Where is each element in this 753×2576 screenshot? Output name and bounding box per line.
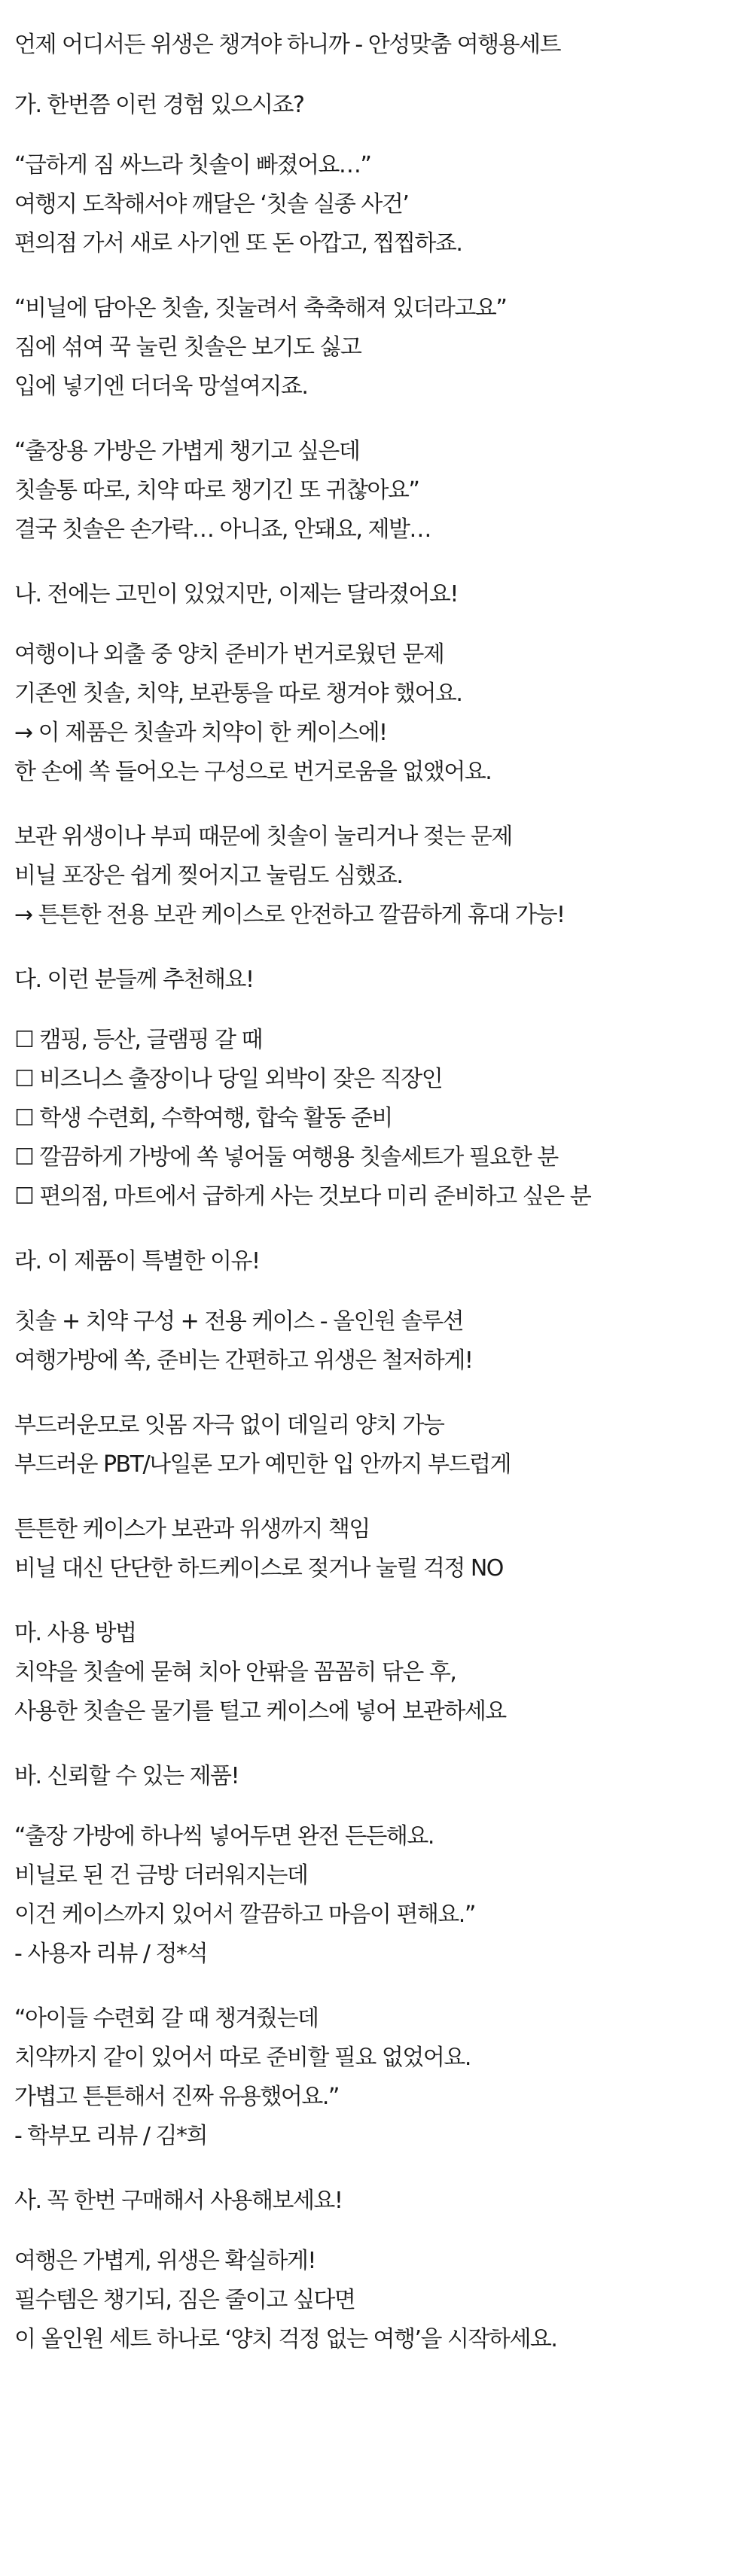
section-na-heading: 나. 전에는 고민이 있었지만, 이제는 달라졌어요! <box>14 581 458 607</box>
text-line: 기존엔 칫솔, 치약, 보관통을 따로 챙겨야 했어요. <box>14 681 462 707</box>
review-text: “출장 가방에 하나씩 넣어두면 완전 든든해요. <box>14 1823 434 1850</box>
review-text: “아이들 수련회 갈 때 챙겨줬는데 <box>14 2005 319 2032</box>
section-ra-paragraph-3 <box>14 1510 753 1588</box>
text-line: 여행가방에 쏙, 준비는 간편하고 위생은 철저하게! <box>14 1347 473 1374</box>
closing-paragraph <box>14 2242 753 2359</box>
section-da-heading: 다. 이런 분들께 추천해요! <box>14 967 254 993</box>
section-ma <box>14 1614 753 1731</box>
text-line: 입에 넣기엔 더더욱 망설여지죠. <box>14 373 308 400</box>
text-line: 비닐 포장은 쉽게 찢어지고 눌림도 심했죠. <box>14 863 403 889</box>
section-ga-paragraph-2 <box>14 289 753 406</box>
checklist-item: ☐ 비즈니스 출장이나 당일 외박이 잦은 직장인 <box>14 1066 443 1092</box>
text-line: 칫솔통 따로, 치약 따로 챙기긴 또 귀찮아요” <box>14 477 419 504</box>
text-line: “급하게 짐 싸느라 칫솔이 빠졌어요…” <box>14 152 371 178</box>
recommendation-checklist <box>14 1021 753 1216</box>
section-ba-heading: 바. 신뢰할 수 있는 제품! <box>14 1763 239 1789</box>
review-author: - 학부모 리뷰 / 김*희 <box>14 2123 207 2149</box>
text-line: 여행은 가볍게, 위생은 확실하게! <box>14 2248 316 2274</box>
text-line: 짐에 섞여 꾹 눌린 칫솔은 보기도 싫고 <box>14 334 361 361</box>
section-ma-heading: 마. 사용 방법 <box>14 1620 136 1646</box>
section-ra-heading: 라. 이 제품이 특별한 이유! <box>14 1248 260 1274</box>
text-line: 치약을 칫솔에 묻혀 치아 안팎을 꼼꼼히 닦은 후, <box>14 1659 456 1685</box>
review-2 <box>14 1999 753 2156</box>
review-text: 비닐로 된 건 금방 더러워지는데 <box>14 1862 308 1889</box>
text-line: 부드러운모로 잇몸 자극 없이 데일리 양치 가능 <box>14 1412 444 1439</box>
checklist-item: ☐ 편의점, 마트에서 급하게 사는 것보다 미리 준비하고 싶은 분 <box>14 1183 591 1210</box>
review-1 <box>14 1817 753 1974</box>
checklist-item: ☐ 깔끔하게 가방에 쏙 넣어둘 여행용 칫솔세트가 필요한 분 <box>14 1144 558 1171</box>
section-ga-heading: 가. 한번쯤 이런 경험 있으시죠? <box>14 92 304 118</box>
checklist-item: ☐ 학생 수련회, 수학여행, 합숙 활동 준비 <box>14 1105 392 1131</box>
text-line: 튼튼한 케이스가 보관과 위생까지 책임 <box>14 1516 370 1542</box>
section-ra-paragraph-1 <box>14 1302 753 1381</box>
review-text: 가볍고 튼튼해서 진짜 유용했어요.” <box>14 2084 339 2110</box>
text-line: 이 올인원 세트 하나로 ‘양치 걱정 없는 여행’을 시작하세요. <box>14 2326 557 2352</box>
page-title: 언제 어디서든 위생은 챙겨야 하니까 - 안성맞춤 여행용세트 <box>14 32 561 58</box>
text-line: → 이 제품은 칫솔과 치약이 한 케이스에! <box>14 720 387 746</box>
text-line: 여행이나 외출 중 양치 준비가 번거로웠던 문제 <box>14 641 444 668</box>
section-ra-paragraph-2 <box>14 1406 753 1484</box>
section-na-paragraph-1 <box>14 635 753 792</box>
review-author: - 사용자 리뷰 / 정*석 <box>14 1941 207 1967</box>
text-line: 비닐 대신 단단한 하드케이스로 젖거나 눌릴 걱정 NO <box>14 1555 503 1582</box>
text-line: 칫솔 + 치약 구성 + 전용 케이스 - 올인원 솔루션 <box>14 1308 464 1335</box>
text-line: 결국 칫솔은 손가락… 아니죠, 안돼요, 제발… <box>14 516 431 543</box>
text-line: 보관 위생이나 부피 때문에 칫솔이 눌리거나 젖는 문제 <box>14 824 512 850</box>
section-na-paragraph-2 <box>14 818 753 935</box>
review-text: 이건 케이스까지 있어서 깔끔하고 마음이 편해요.” <box>14 1902 475 1928</box>
text-line: 편의점 가서 새로 사기엔 또 돈 아깝고, 찝찝하죠. <box>14 230 462 257</box>
review-text: 치약까지 같이 있어서 따로 준비할 필요 없었어요. <box>14 2045 471 2071</box>
text-line: 필수템은 챙기되, 짐은 줄이고 싶다면 <box>14 2287 355 2313</box>
text-line: “출장용 가방은 가볍게 챙기고 싶은데 <box>14 438 360 464</box>
section-ga-paragraph-1 <box>14 146 753 263</box>
checklist-item: ☐ 캠핑, 등산, 글램핑 갈 때 <box>14 1027 262 1053</box>
section-ga-paragraph-3 <box>14 432 753 550</box>
text-line: 부드러운 PBT/나일론 모가 예민한 입 안까지 부드럽게 <box>14 1451 511 1478</box>
text-line: “비닐에 담아온 칫솔, 짓눌려서 축축해져 있더라고요” <box>14 295 507 321</box>
section-sa-heading: 사. 꼭 한번 구매해서 사용해보세요! <box>14 2188 343 2214</box>
text-line: 한 손에 쏙 들어오는 구성으로 번거로움을 없앴어요. <box>14 759 492 785</box>
text-line: → 튼튼한 전용 보관 케이스로 안전하고 깔끔하게 휴대 가능! <box>14 902 565 928</box>
text-line: 여행지 도착해서야 깨달은 ‘칫솔 실종 사건’ <box>14 191 409 218</box>
text-line: 사용한 칫솔은 물기를 털고 케이스에 넣어 보관하세요 <box>14 1698 506 1725</box>
